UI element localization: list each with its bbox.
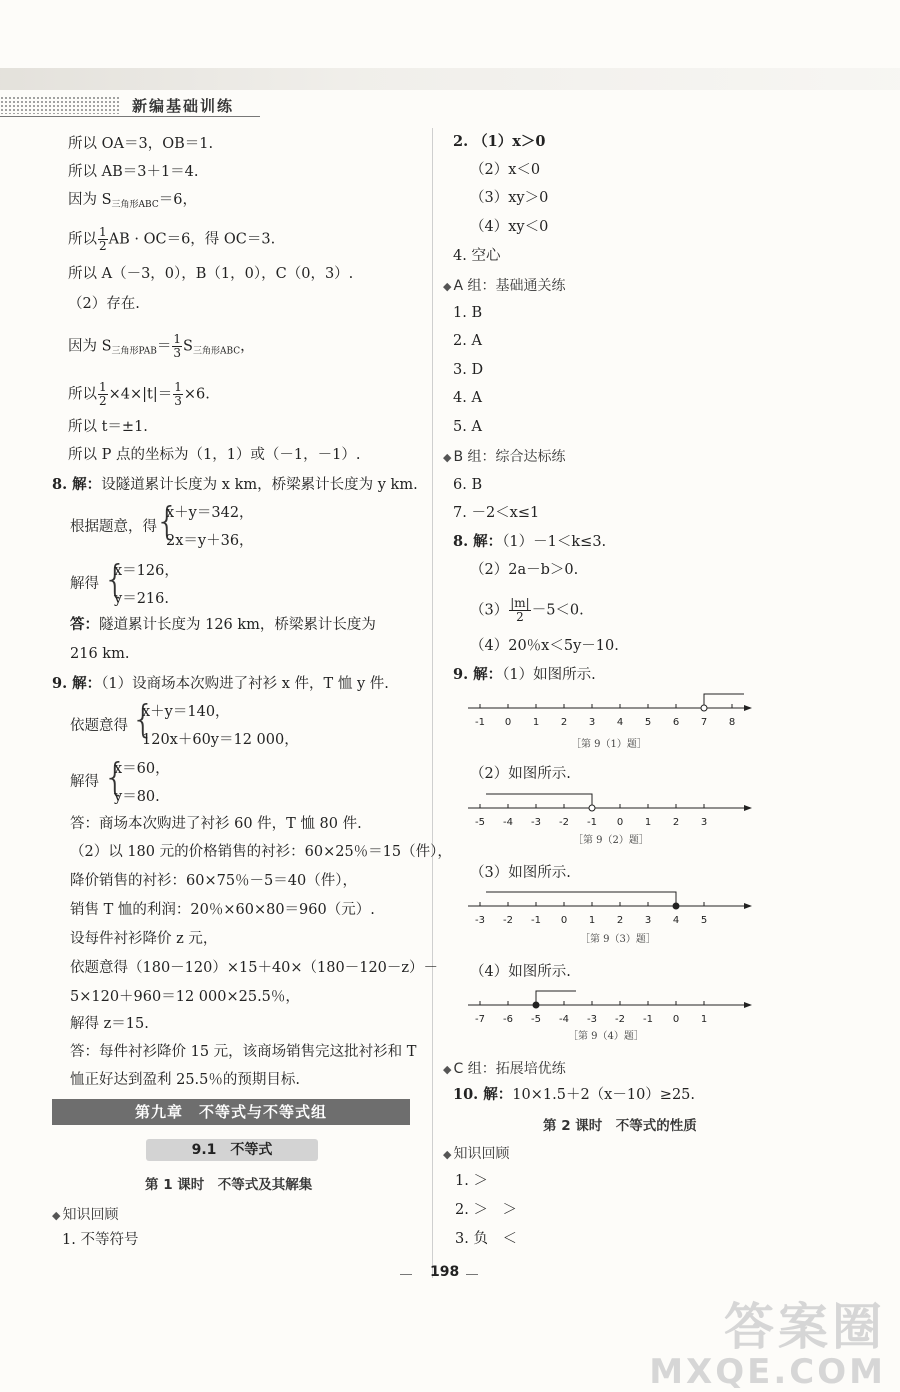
answer-line: 4. 空心 bbox=[453, 248, 501, 264]
tick-label: -3 bbox=[587, 1014, 597, 1025]
number-line-1 bbox=[460, 688, 760, 732]
text-line: 根据题意，得 bbox=[70, 519, 157, 535]
tick-label: 1 bbox=[644, 817, 652, 828]
question-8: 8. 解：设隧道累计长度为 x km，桥梁累计长度为 y km. bbox=[52, 476, 418, 493]
column-divider bbox=[432, 128, 433, 1278]
tick-label: 1 bbox=[700, 1014, 708, 1025]
tick-label: -1 bbox=[531, 915, 541, 926]
text-line: 依题意得 bbox=[70, 718, 128, 734]
answer-line: 1. ＞ bbox=[455, 1173, 488, 1189]
diamond-icon: ◆ bbox=[52, 1209, 61, 1222]
answer-line: （2）x＜0 bbox=[470, 162, 541, 178]
tick-label: -2 bbox=[503, 915, 513, 926]
diamond-icon: ◆ bbox=[443, 1063, 452, 1076]
tick-label: -4 bbox=[503, 817, 513, 828]
tick-label: 5 bbox=[700, 915, 708, 926]
answer-line: （3）xy＞0 bbox=[470, 190, 549, 206]
tick-label: -5 bbox=[475, 817, 485, 828]
book-title: 新编基础训练 bbox=[132, 97, 235, 115]
open-point bbox=[701, 705, 707, 711]
number-line-3 bbox=[460, 886, 760, 930]
equation: x＝60， bbox=[114, 761, 170, 777]
text-line: （2）存在. bbox=[68, 296, 140, 312]
answer-line: 5. A bbox=[453, 419, 482, 435]
tick-label: 1 bbox=[532, 717, 540, 728]
text-line: 所以 P 点的坐标为（1，1）或（－1，－1）. bbox=[68, 447, 361, 463]
figure-caption: ［第 9（3）题］ bbox=[580, 934, 656, 945]
axis-arrow-icon bbox=[744, 903, 752, 909]
answer-line: 2. （1）x＞0 bbox=[453, 133, 546, 150]
tick-label: -3 bbox=[475, 915, 485, 926]
answer-line: 3. D bbox=[453, 362, 484, 378]
tick-label: -1 bbox=[475, 717, 485, 728]
tick-label: -2 bbox=[615, 1014, 625, 1025]
text-line: （2）以 180 元的价格销售的衬衫：60×25％＝15（件）， bbox=[70, 844, 452, 860]
tick-label: -7 bbox=[475, 1014, 485, 1025]
tick-label: -5 bbox=[531, 1014, 541, 1025]
text-line: 恤正好达到盈利 25.5％的预期目标. bbox=[70, 1072, 301, 1088]
text-line: 解得 bbox=[70, 774, 99, 790]
lesson-title: 第 1 课时 不等式及其解集 bbox=[145, 1177, 313, 1193]
equation: y＝216. bbox=[114, 591, 169, 607]
tick-label: 8 bbox=[728, 717, 736, 728]
answer-line: 答：隧道累计长度为 126 km，桥梁累计长度为 bbox=[70, 616, 376, 633]
tick-label: 2 bbox=[672, 817, 680, 828]
diamond-icon: ◆ bbox=[443, 451, 452, 464]
answer-line: 9. 解：（1）如图所示. bbox=[453, 666, 596, 683]
header-dot-pattern bbox=[0, 96, 120, 114]
filled-point bbox=[673, 903, 679, 909]
text-line: 依题意得（180－120）×15＋40×（180－120－z）－ bbox=[70, 960, 439, 976]
number-line-4 bbox=[460, 985, 760, 1029]
header-band bbox=[0, 68, 900, 90]
text-line: 所以 AB＝3＋1＝4. bbox=[68, 164, 199, 180]
section-heading: ◆ 知识回顾 bbox=[52, 1207, 119, 1223]
figure-caption: ［第 9（1）题］ bbox=[571, 739, 647, 750]
tick-label: 3 bbox=[588, 717, 596, 728]
section-heading: ◆ A 组：基础通关练 bbox=[443, 278, 566, 294]
tick-label: -4 bbox=[559, 1014, 569, 1025]
answer-line: 6. B bbox=[453, 477, 483, 493]
text-line: 答：商场本次购进了衬衫 60 件，T 恤 80 件. bbox=[70, 816, 362, 832]
tick-label: 0 bbox=[504, 717, 512, 728]
page-number-dash bbox=[466, 1274, 478, 1275]
tick-label: -1 bbox=[587, 817, 597, 828]
section-heading: ◆ C 组：拓展培优练 bbox=[443, 1061, 566, 1077]
number-line-2 bbox=[460, 788, 760, 832]
answer-line: 1. B bbox=[453, 305, 483, 321]
text-line: 销售 T 恤的利润：20％×60×80＝960（元）. bbox=[70, 902, 375, 918]
filled-point bbox=[533, 1002, 539, 1008]
tick-label: 4 bbox=[616, 717, 624, 728]
text-line: 所以 A（－3，0），B（1，0），C（0，3）. bbox=[68, 266, 354, 282]
tick-label: 2 bbox=[616, 915, 624, 926]
text-line: 解得 bbox=[70, 576, 99, 592]
answer-line: 8. 解：（1）－1＜k≤3. bbox=[453, 533, 607, 550]
solution-ray bbox=[486, 794, 592, 808]
lesson-title: 第 2 课时 不等式的性质 bbox=[543, 1118, 697, 1134]
tick-label: 1 bbox=[588, 915, 596, 926]
section-heading: ◆ 知识回顾 bbox=[443, 1146, 510, 1162]
tick-label: 3 bbox=[700, 817, 708, 828]
axis-arrow-icon bbox=[744, 805, 752, 811]
answer-line: 4. A bbox=[453, 390, 482, 406]
answer-line: 3. 负 ＜ bbox=[455, 1231, 517, 1247]
tick-label: 0 bbox=[672, 1014, 680, 1025]
text-line: 降价销售的衬衫：60×75％－5＝40（件）， bbox=[70, 873, 357, 889]
diamond-icon: ◆ bbox=[443, 1148, 452, 1161]
section-heading: ◆ B 组：综合达标练 bbox=[443, 449, 566, 465]
figure-caption: ［第 9（4）题］ bbox=[568, 1031, 644, 1042]
text-line: 答：每件衬衫降价 15 元，该商场销售完这批衬衫和 T bbox=[70, 1044, 417, 1060]
equation: x＋y＝342， bbox=[166, 505, 254, 521]
text-line-fraction: 所以 $\frac{1}{2}$ ×4×|t|＝ $\frac{1}{3}$ ×6. bbox=[68, 380, 210, 408]
text-line: 解得 z＝15. bbox=[70, 1016, 149, 1032]
figure-caption: ［第 9（2）题］ bbox=[573, 835, 649, 846]
text-line-fraction: 因为 $S_{三角形PAB}=$ $\frac{1}{3}$ $S_{三角形ABC}$， bbox=[68, 332, 255, 360]
answer-line: （4）如图所示. bbox=[470, 964, 571, 980]
page-number-dash bbox=[400, 1274, 412, 1275]
answer-line: 7. －2＜x≤1 bbox=[453, 505, 540, 521]
answer-line: （2）如图所示. bbox=[470, 766, 571, 782]
tick-label: 4 bbox=[672, 915, 680, 926]
tick-label: -1 bbox=[643, 1014, 653, 1025]
text-line: 216 km. bbox=[70, 646, 130, 662]
equation: 120x＋60y＝12 000， bbox=[142, 732, 299, 748]
answer-line: （3）如图所示. bbox=[470, 865, 571, 881]
text-line: 所以 OA＝3，OB＝1. bbox=[68, 136, 214, 152]
text-line: 5×120＋960＝12 000×25.5％， bbox=[70, 989, 300, 1005]
axis-arrow-icon bbox=[744, 705, 752, 711]
text-line: 1. 不等符号 bbox=[62, 1232, 139, 1248]
equation: x＝126， bbox=[114, 563, 179, 579]
question-9: 9. 解：（1）设商场本次购进了衬衫 x 件，T 恤 y 件. bbox=[52, 675, 389, 692]
answer-line: 10. 解：10×1.5＋2（x－10）≥25. bbox=[453, 1086, 696, 1103]
header-rule bbox=[0, 116, 260, 117]
tick-label: 0 bbox=[560, 915, 568, 926]
equation: 2x＝y＋36， bbox=[166, 533, 254, 549]
tick-label: -3 bbox=[531, 817, 541, 828]
answer-line-fraction: （3） $\frac{|m|}{2}$ －5＜0. bbox=[470, 596, 584, 624]
tick-label: -6 bbox=[503, 1014, 513, 1025]
brace: { bbox=[103, 755, 128, 799]
watermark bbox=[649, 1300, 886, 1390]
tick-label: 7 bbox=[700, 717, 708, 728]
solution-ray bbox=[704, 694, 744, 708]
watermark-line2: MXQE.COM bbox=[649, 1352, 886, 1392]
answer-line: 2. ＞ ＞ bbox=[455, 1202, 517, 1218]
text-line: 设每件衬衫降价 z 元， bbox=[70, 931, 218, 947]
brace: { bbox=[155, 499, 180, 543]
diamond-icon: ◆ bbox=[443, 280, 452, 293]
equation: y＝80. bbox=[114, 789, 160, 805]
answer-line: （4）20％x＜5y－10. bbox=[470, 638, 619, 654]
open-point bbox=[589, 805, 595, 811]
chapter-banner: 第九章 不等式与不等式组 bbox=[52, 1099, 410, 1125]
tick-label: 3 bbox=[644, 915, 652, 926]
text-line: 因为 $S_{三角形ABC}=6$， bbox=[68, 192, 197, 210]
text-line: 所以 t＝±1. bbox=[68, 419, 148, 435]
text-line-fraction: 所以 $\frac{1}{2}$ AB · OC＝6，得 OC＝3. bbox=[68, 225, 276, 253]
answer-line: （4）xy＜0 bbox=[470, 219, 549, 235]
tick-label: 2 bbox=[560, 717, 568, 728]
section-title: 9.1 不等式 bbox=[146, 1139, 318, 1161]
brace: { bbox=[103, 557, 128, 601]
brace: { bbox=[131, 697, 156, 741]
tick-label: 5 bbox=[644, 717, 652, 728]
solution-ray bbox=[536, 991, 576, 1005]
tick-label: 6 bbox=[672, 717, 680, 728]
answer-line: 2. A bbox=[453, 333, 482, 349]
tick-label: -2 bbox=[559, 817, 569, 828]
axis-arrow-icon bbox=[744, 1002, 752, 1008]
equation: x＋y＝140， bbox=[142, 704, 230, 720]
answer-line: （2）2a－b＞0. bbox=[470, 562, 579, 578]
watermark-line1: 答案圈 bbox=[724, 1298, 886, 1356]
tick-label: 0 bbox=[616, 817, 624, 828]
page-number: 198 bbox=[430, 1264, 460, 1280]
